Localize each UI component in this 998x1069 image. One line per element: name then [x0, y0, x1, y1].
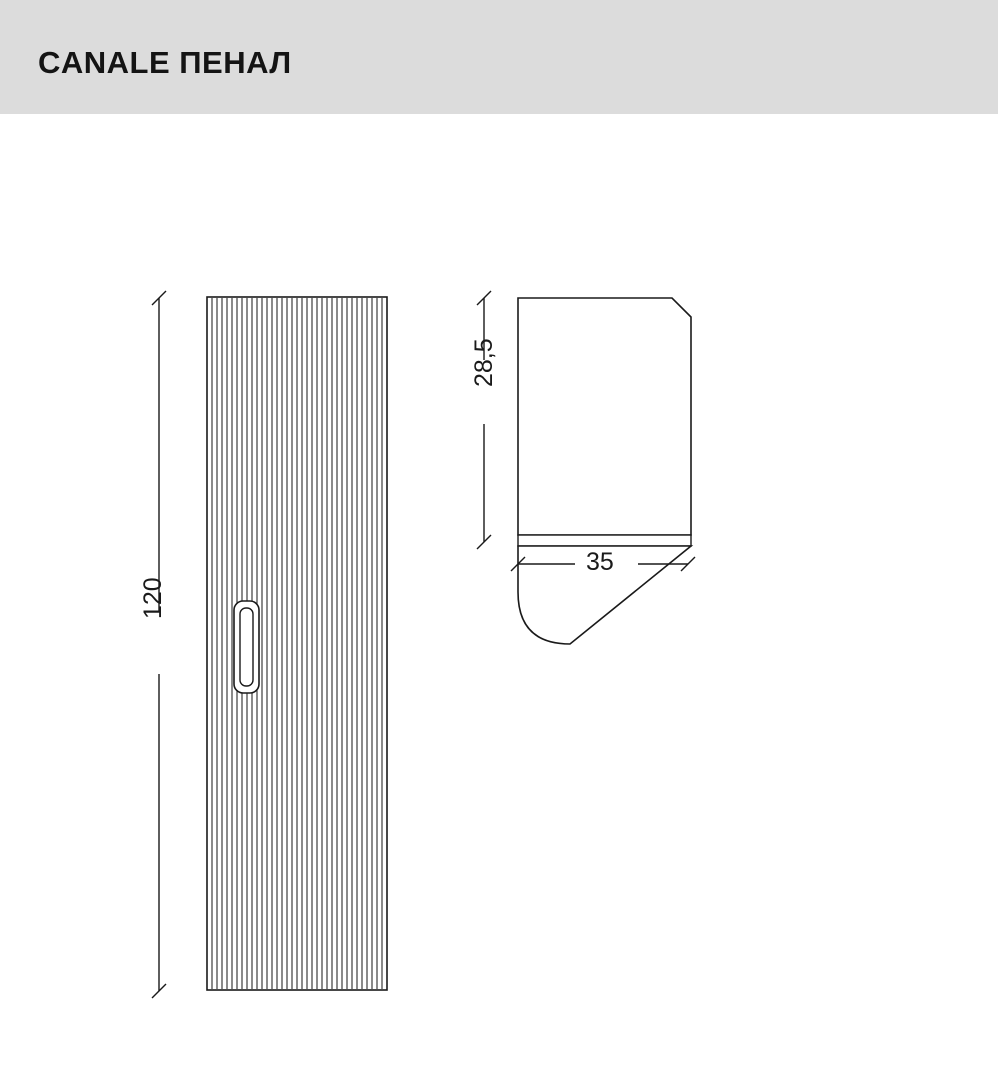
front-elevation-group [207, 297, 387, 990]
depth-dimension-285 [477, 291, 491, 549]
dimension-label-width: 35 [586, 548, 614, 576]
door-handle-shape [234, 601, 259, 693]
dimension-label-height: 120 [139, 577, 167, 619]
height-dimension-120 [152, 291, 166, 998]
page-title: CANALE ПЕНАЛ [38, 45, 292, 80]
side-section-group [518, 298, 691, 644]
page-header [0, 0, 998, 114]
dimension-label-depth: 28,5 [470, 338, 498, 387]
technical-drawing-canvas [0, 114, 998, 1069]
